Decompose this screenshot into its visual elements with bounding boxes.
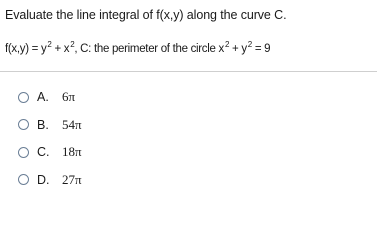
- option-letter: C.: [37, 145, 50, 159]
- question-statement: [5, 40, 271, 55]
- exponent: 2: [47, 40, 52, 49]
- curve-text: , C: the perimeter of the circle x: [74, 43, 224, 55]
- function-prefix: f(x,y) = y: [5, 43, 47, 55]
- radio-button[interactable]: [18, 147, 29, 158]
- option-b[interactable]: [18, 118, 82, 132]
- question-title: Evaluate the line integral of f(x,y) along the curve C.: [5, 8, 287, 22]
- option-c[interactable]: [18, 145, 82, 159]
- exponent: 2: [247, 40, 252, 49]
- divider: [0, 71, 377, 72]
- option-value: 6π: [62, 89, 76, 104]
- radio-button[interactable]: [18, 119, 29, 130]
- option-letter: D.: [37, 172, 50, 187]
- answer-options: [18, 90, 82, 200]
- radio-button[interactable]: [18, 174, 29, 185]
- exponent: 2: [70, 40, 75, 49]
- option-letter: B.: [37, 117, 49, 132]
- option-value: 18π: [62, 144, 82, 159]
- option-d[interactable]: [18, 173, 82, 187]
- circle-mid: + y: [229, 43, 247, 55]
- function-mid: + x: [51, 43, 70, 55]
- option-letter: A.: [37, 90, 49, 104]
- radio-button[interactable]: [18, 92, 29, 103]
- option-value: 54π: [62, 116, 82, 132]
- circle-end: = 9: [251, 43, 271, 55]
- option-value: 27π: [62, 171, 82, 187]
- exponent: 2: [224, 40, 230, 49]
- option-a[interactable]: [18, 90, 82, 104]
